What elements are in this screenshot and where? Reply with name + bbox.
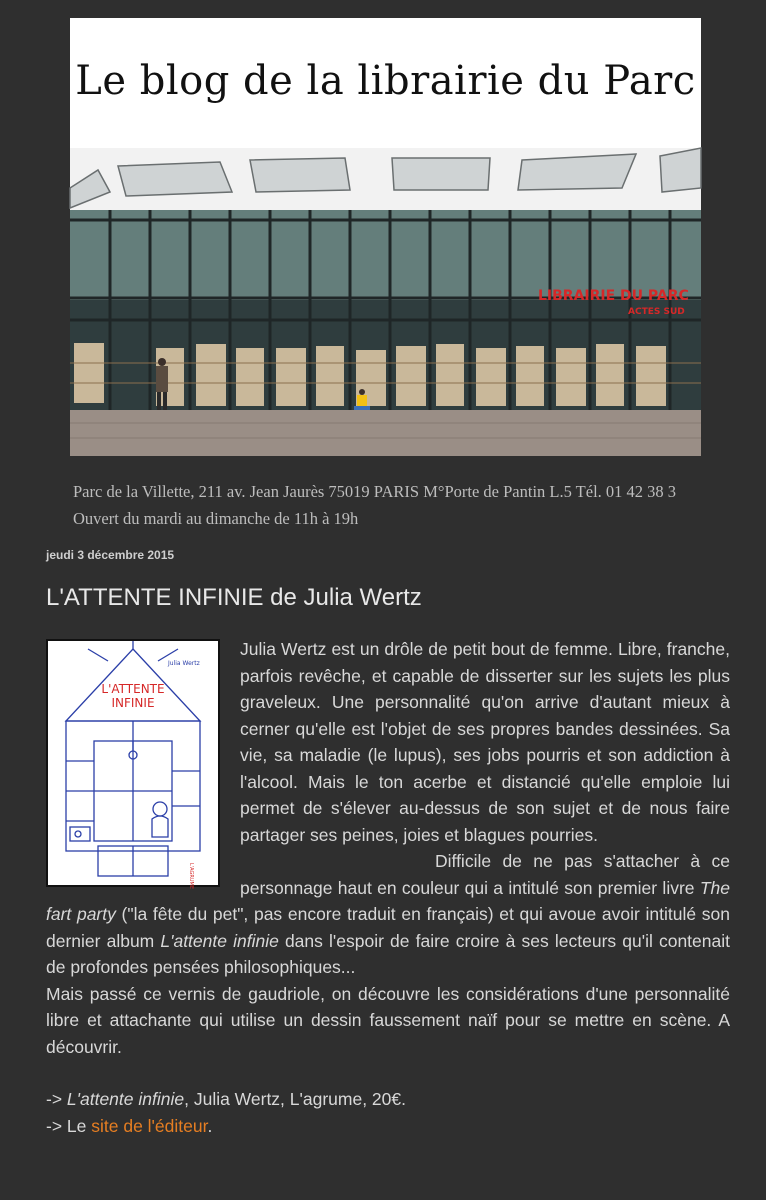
cover-title-line1: L'ATTENTE bbox=[101, 682, 165, 696]
reference-book-line bbox=[46, 1086, 730, 1113]
post-body bbox=[46, 636, 730, 1139]
post-paragraph-1: Julia Wertz est un drôle de petit bout de femme. Libre, franche, parfois revêche, et capable de disserter sur les sujets les plus graveleux. Une personnalité qu'on arrive d'autant mieux à cerner qu'elle est l'objet de ses propres bandes dessinées. Sa vie, sa maladie (le lupus), ses jobs pourris et son addiction à l'alcool. Mais le ton acerbe et distancié qu'elle emploie lui permet de s'élever au-dessus de son sujet et de nous faire partager ses peines, joies et blagues pourries. bbox=[240, 639, 730, 845]
shop-sign-text: LIBRAIRIE DU PARC bbox=[538, 288, 689, 304]
paragraph-2-book-title-2: L'attente infinie bbox=[160, 930, 279, 951]
bookstore-photo bbox=[70, 148, 701, 456]
reference-publisher-end: . bbox=[207, 1115, 213, 1136]
reference-book-title: L'attente infinie bbox=[66, 1089, 185, 1109]
paragraph-2-text-a: Difficile de ne pas s'attacher à ce personnage haut en couleur qui a intitulé son premier livre bbox=[240, 851, 730, 898]
cover-title-line2: INFINIE bbox=[111, 696, 155, 710]
publisher-site-link[interactable]: site de l'éditeur bbox=[91, 1115, 208, 1136]
cover-spacer bbox=[46, 636, 240, 888]
cover-author: Julia Wertz bbox=[168, 660, 200, 667]
blog-title[interactable]: Le blog de la librairie du Parc bbox=[75, 58, 696, 104]
paragraph-2-text-c: dans l'espoir de faire croire à ses lecteurs qu'il contenait de profondes pensées philosophiques... bbox=[46, 930, 730, 977]
reference-publisher-prefix: -> Le bbox=[46, 1115, 92, 1136]
reference-publisher-line bbox=[46, 1113, 730, 1140]
address-line: Parc de la Villette, 211 av. Jean Jaurès 75019 PARIS M°Porte de Pantin L.5 Tél. 01 42 38 3 bbox=[73, 482, 677, 501]
paragraph-2-text-b: ("la fête du pet", pas encore traduit en français) et qui avoue avoir intitulé son dernier album bbox=[46, 904, 730, 951]
blog-header[interactable] bbox=[70, 18, 701, 456]
post-title[interactable]: L'ATTENTE INFINIE de Julia Wertz bbox=[46, 584, 422, 611]
shop-sign-sub-text: ACTES SUD bbox=[628, 307, 685, 317]
reference-book-details: , Julia Wertz, L'agrume, 20€. bbox=[184, 1089, 406, 1109]
paragraph-2-book-title-1: The fart party bbox=[46, 877, 730, 924]
address-bar bbox=[73, 478, 766, 528]
paragraph-gap bbox=[46, 1060, 730, 1086]
post-paragraph-3: Mais passé ce vernis de gaudriole, on découvre les considérations d'une personnalité libre et attachante qui utilise un dessin faussement naïf pour se mettre en scène. A découvrir. bbox=[46, 983, 730, 1057]
reference-arrow: -> bbox=[46, 1089, 67, 1109]
post-date: jeudi 3 décembre 2015 bbox=[46, 548, 175, 562]
cover-publisher: L'AGRUME bbox=[188, 863, 194, 889]
opening-hours: Ouvert du mardi au dimanche de 11h à 19h bbox=[73, 509, 359, 528]
